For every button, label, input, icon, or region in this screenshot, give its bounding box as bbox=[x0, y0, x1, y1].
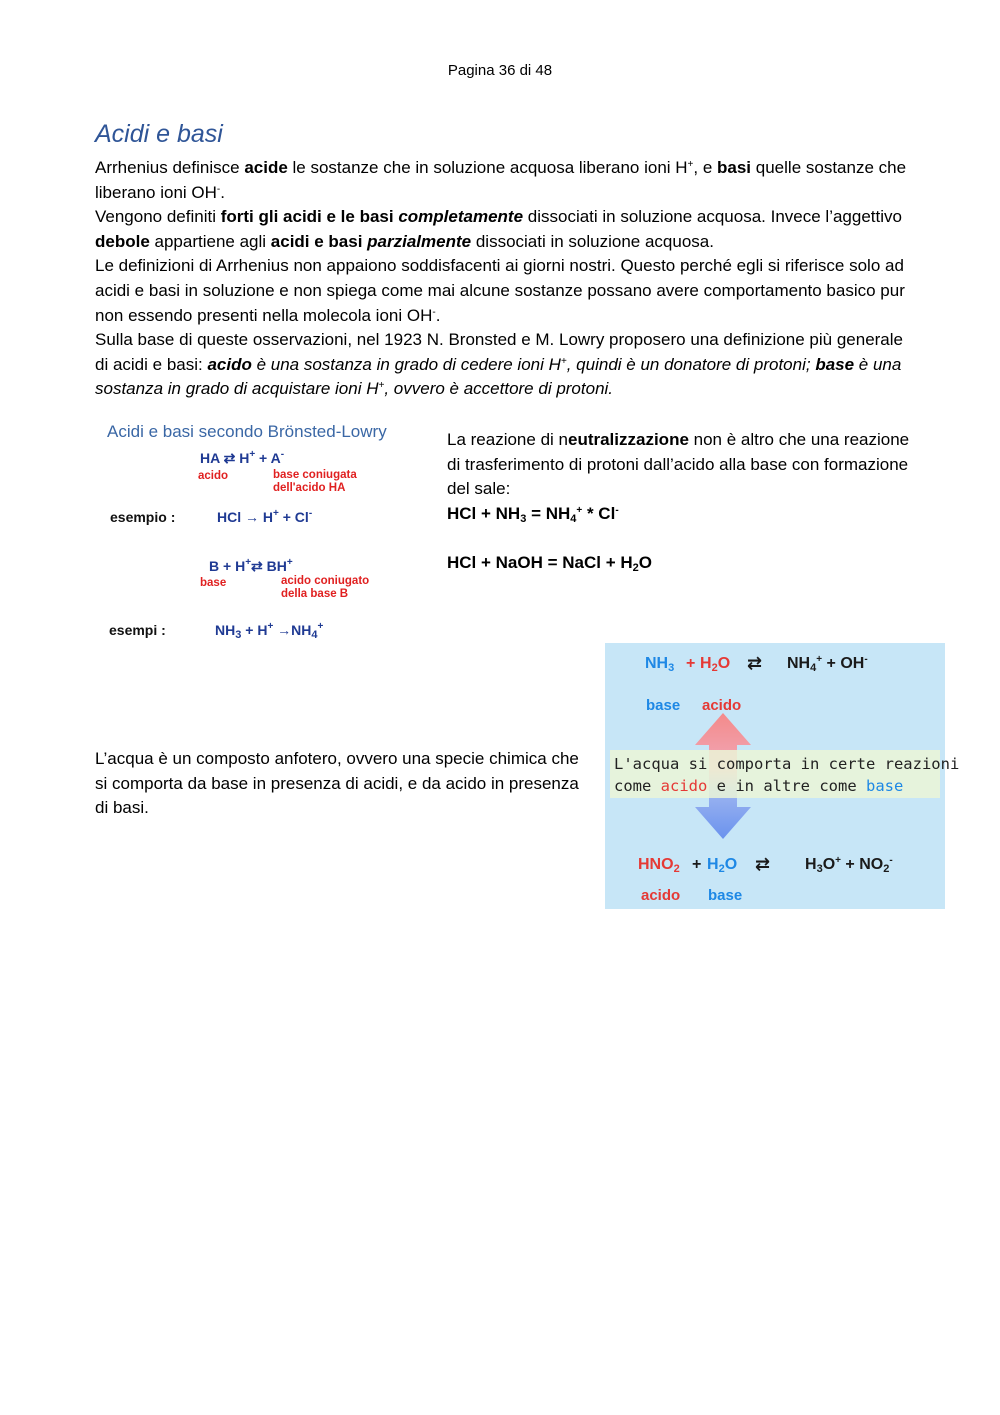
base-label: base bbox=[200, 577, 227, 589]
bottom-base-label: base bbox=[708, 887, 743, 904]
top-acid-label: acido bbox=[702, 697, 742, 714]
acid-label: acido bbox=[198, 470, 229, 482]
examples-equation: $NH_3 + H^+ \to NH_4^+$ bbox=[215, 621, 324, 641]
base-equation: B + H+⇄ BH+ bbox=[209, 557, 293, 574]
bottom-products: $H_3O^+ + NO_2^-$ bbox=[805, 855, 893, 875]
intro-text bbox=[95, 156, 915, 402]
neutralization-paragraph: La reazione di neutralizzazione non è altro che una reazione di trasferimento di protoni dall’acido alla base con formazione del sale: bbox=[447, 430, 910, 499]
acid-equation: HA ⇄ H+ + A- bbox=[200, 449, 285, 466]
figure-title: Acidi e basi secondo Brönsted-Lowry bbox=[107, 422, 387, 441]
neutralization-text bbox=[447, 428, 917, 576]
top-products: $NH_4^+ + OH^-$ bbox=[787, 654, 868, 674]
amphoteric-water-text: L’acqua è un composto anfotero, ovvero una specie chimica che si comporta da base in presenza di acidi, e da acido in presenza di basi. bbox=[95, 749, 579, 818]
bottom-acid-label: acido bbox=[641, 887, 681, 904]
example-equation: HCl → H+ + Cl- bbox=[217, 508, 313, 525]
h2o-formula: $H_2O$ bbox=[700, 655, 731, 674]
arrhenius-limits-paragraph: Le definizioni di Arrhenius non appaiono soddisfacenti ai giorni nostri. Questo perché egli si riferisce solo ad acidi e basi in soluzione e non spiega come mai alcune sostanze possano avere comportamento basico pur non essendo presenti nella molecola ioni OH-. bbox=[95, 256, 905, 325]
bottom-plus-sign: + bbox=[692, 856, 702, 873]
equilibrium-arrow-icon: ⇄ bbox=[747, 653, 763, 673]
conjugate-acid-label: acido coniugato della base B bbox=[281, 575, 370, 600]
page-number: Pagina 36 di 48 bbox=[447, 62, 553, 79]
top-base-label: base bbox=[646, 697, 681, 714]
strong-weak-paragraph: Vengono definiti forti gli acidi e le basi completamente dissociati in soluzione acquosa. Invece l’aggettivo debole appartiene agli acidi e basi parzialmente dissociati in soluzione acquosa. bbox=[95, 207, 902, 251]
examples-label: esempi : bbox=[109, 622, 166, 638]
example-label: esempio : bbox=[110, 509, 176, 525]
water-amphoteric-figure bbox=[605, 643, 960, 909]
plus-sign: + bbox=[686, 655, 696, 672]
water-caption: L'acqua si comporta in certe reazioni come acido e in altre come base bbox=[614, 755, 960, 795]
bottom-equilibrium-arrow-icon: ⇄ bbox=[755, 854, 771, 874]
nh3-formula: $NH_3$ bbox=[645, 655, 675, 674]
bronsted-lowry-figure bbox=[105, 418, 435, 648]
hno2-formula: $HNO_2$ bbox=[638, 856, 680, 875]
bottom-h2o-formula: $H_2O$ bbox=[707, 856, 738, 875]
conjugate-base-label: base coniugata dell'acido HA bbox=[273, 469, 357, 494]
section-heading: Acidi e basi bbox=[95, 120, 223, 148]
bronsted-lowry-paragraph: Sulla base di queste osservazioni, nel 1923 N. Bronsted e M. Lowry proposero una definizione più generale di acidi e basi: acido è una sostanza in grado di cedere ioni H+, quindi è un donatore di protoni; base è una sostanza in grado di acquistare ioni H+, ovvero è accettore di protoni. bbox=[95, 330, 903, 399]
arrhenius-paragraph: Arrhenius definisce acide le sostanze che in soluzione acquosa liberano ioni H+, e basi quelle sostanze che liberano ioni OH-. bbox=[95, 158, 907, 202]
neutralization-equation-1: HCl + $NH_3 = NH_4^+ * Cl^-$ bbox=[447, 503, 619, 525]
neutralization-equation-2: HCl + NaOH = NaCl + $H_2O$ bbox=[447, 552, 652, 574]
